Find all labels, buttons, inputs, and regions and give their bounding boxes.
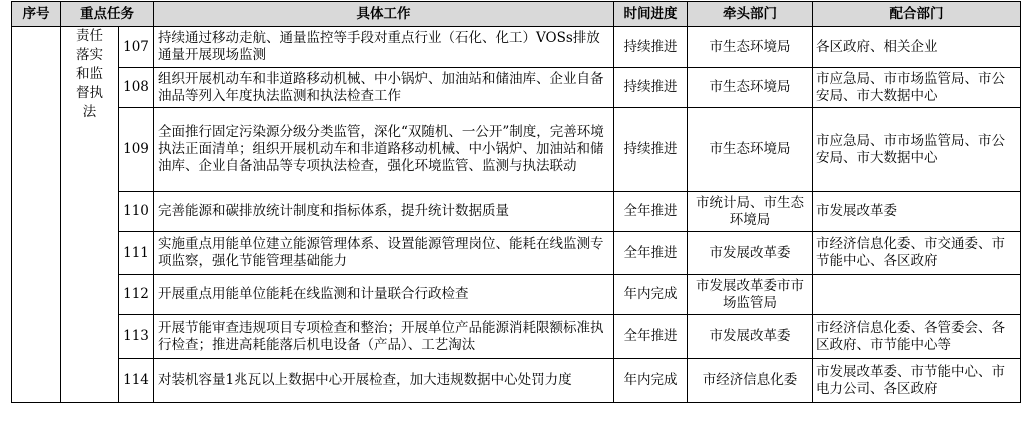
progress-cell: 全年推进 — [614, 232, 688, 275]
progress-cell: 持续推进 — [614, 27, 688, 68]
header-task: 重点任务 — [61, 2, 154, 27]
header-row — [12, 2, 1021, 27]
header-progress: 时间进度 — [614, 2, 688, 27]
coop-cell: 市经济信息化委、各管委会、各区政府、市节能中心等 — [813, 315, 1021, 359]
lead-cell: 市统计局、市生态环境局 — [688, 192, 813, 232]
row-number: 111 — [119, 232, 154, 275]
table-row — [12, 315, 1021, 359]
row-number: 113 — [119, 315, 154, 359]
table-row — [12, 359, 1021, 403]
seq-cell — [12, 27, 61, 403]
work-plan-table — [11, 1, 1021, 403]
row-number: 114 — [119, 359, 154, 403]
work-plan-table-container — [11, 1, 1020, 407]
work-cell: 完善能源和碳排放统计制度和指标体系，提升统计数据质量 — [154, 192, 614, 232]
progress-cell: 持续推进 — [614, 68, 688, 108]
table-row — [12, 192, 1021, 232]
lead-cell: 市发展改革委市市场监管局 — [688, 275, 813, 315]
work-cell: 开展重点用能单位能耗在线监测和计量联合行政检查 — [154, 275, 614, 315]
coop-cell: 市应急局、市市场监管局、市公安局、市大数据中心 — [813, 68, 1021, 108]
table-row — [12, 27, 1021, 68]
category-cell — [61, 27, 119, 403]
work-cell: 实施重点用能单位建立能源管理体系、设置能源管理岗位、能耗在线监测专项监察，强化节能管理基础能力 — [154, 232, 614, 275]
header-lead: 牵头部门 — [688, 2, 813, 27]
progress-cell: 年内完成 — [614, 275, 688, 315]
progress-cell: 全年推进 — [614, 315, 688, 359]
lead-cell: 市生态环境局 — [688, 108, 813, 192]
coop-cell: 各区政府、相关企业 — [813, 27, 1021, 68]
coop-cell: 市发展改革委 — [813, 192, 1021, 232]
coop-cell: 市经济信息化委、市交通委、市节能中心、各区政府 — [813, 232, 1021, 275]
category-label: 责任落实和监督执法 — [76, 28, 103, 120]
progress-cell: 持续推进 — [614, 108, 688, 192]
lead-cell: 市生态环境局 — [688, 27, 813, 68]
row-number: 110 — [119, 192, 154, 232]
coop-cell — [813, 275, 1021, 315]
row-number: 108 — [119, 68, 154, 108]
row-number: 109 — [119, 108, 154, 192]
header-work: 具体工作 — [154, 2, 614, 27]
table-row — [12, 232, 1021, 275]
header-seq: 序号 — [12, 2, 61, 27]
work-cell: 全面推行固定污染源分级分类监管，深化“双随机、一公开”制度，完善环境执法正面清单；组织开展机动车和非道路移动机械、中小锅炉、加油站和储油库、企业自备油品等专项执法检查，强化环境监管、监测与执法联动 — [154, 108, 614, 192]
work-cell: 开展节能审查违规项目专项检查和整治；开展单位产品能源消耗限额标准执行检查；推进高耗能落后机电设备（产品）、工艺淘汰 — [154, 315, 614, 359]
work-cell: 对装机容量1兆瓦以上数据中心开展检查，加大违规数据中心处罚力度 — [154, 359, 614, 403]
lead-cell: 市经济信息化委 — [688, 359, 813, 403]
table-row — [12, 108, 1021, 192]
table-row — [12, 68, 1021, 108]
header-coop: 配合部门 — [813, 2, 1021, 27]
work-cell: 持续通过移动走航、通量监控等手段对重点行业（石化、化工）VOSs排放通量开展现场监测 — [154, 27, 614, 68]
progress-cell: 全年推进 — [614, 192, 688, 232]
row-number: 107 — [119, 27, 154, 68]
work-cell: 组织开展机动车和非道路移动机械、中小锅炉、加油站和储油库、企业自备油品等列入年度执法监测和执法检查工作 — [154, 68, 614, 108]
coop-cell: 市应急局、市市场监管局、市公安局、市大数据中心 — [813, 108, 1021, 192]
lead-cell: 市发展改革委 — [688, 232, 813, 275]
lead-cell: 市生态环境局 — [688, 68, 813, 108]
coop-cell: 市发展改革委、市节能中心、市电力公司、各区政府 — [813, 359, 1021, 403]
progress-cell: 年内完成 — [614, 359, 688, 403]
lead-cell: 市发展改革委 — [688, 315, 813, 359]
row-number: 112 — [119, 275, 154, 315]
table-row — [12, 275, 1021, 315]
